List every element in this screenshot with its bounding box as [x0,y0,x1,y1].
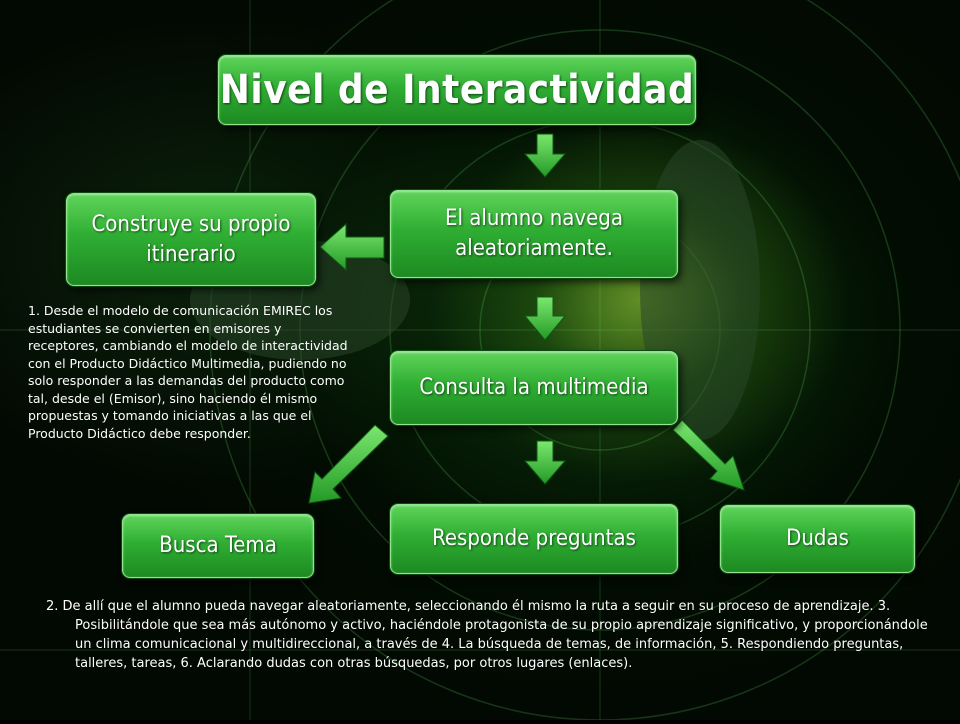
node-dudas-label: Dudas [786,526,849,552]
diagram-title [218,55,696,125]
note-emirec: 1. Desde el modelo de comunicación EMIREC los estudiantes se convierten en emisores y receptores, cambiando el modelo de interactividad con el Producto Didáctico Multimedia, pudiendo no solo responder a las demandas del producto como tal, desde el (Emisor), sino haciendo él mismo propuestas y tomando iniciativas a las que el Producto Didáctico debe responder. [28,303,348,441]
node-dudas [720,505,915,573]
arrow-navega-to-consulta [525,297,565,340]
arrow-title-to-navega [525,134,565,177]
node-consulta-label: Consulta la multimedia [419,375,649,401]
arrow-consulta-to-dudas [673,420,744,490]
node-responde-label: Responde preguntas [432,526,636,552]
diagram-title-text: Nivel de Interactividad [219,67,695,113]
node-consulta [390,351,678,425]
note-navegacion: 2. De allí que el alumno pueda navegar aleatoriamente, seleccionando él mismo la ruta a seguir en su proceso de aprendizaje. 3. Posibilitándole que sea más autónomo y activo, haciéndole protagonista de su propio aprendizaje significativo, y proporcionándole un clima comunicacional y multidireccional, a través de 4. La búsqueda de temas, de información, 5. Respondiendo preguntas, talleres, tareas, 6. Aclarando dudas con otras búsquedas, por otros lugares (enlaces). [46,599,928,671]
node-itinerario [66,193,316,286]
node-busca-label: Busca Tema [159,533,277,559]
node-busca [122,514,314,578]
node-navega-label: El alumno navega aleatoriamente. [445,206,623,261]
node-navega [390,190,678,278]
arrow-consulta-to-responde [525,441,565,484]
node-itinerario-label: Construye su propio itinerario [91,211,291,267]
arrow-navega-to-itinerario [320,224,384,270]
node-responde [390,504,678,574]
